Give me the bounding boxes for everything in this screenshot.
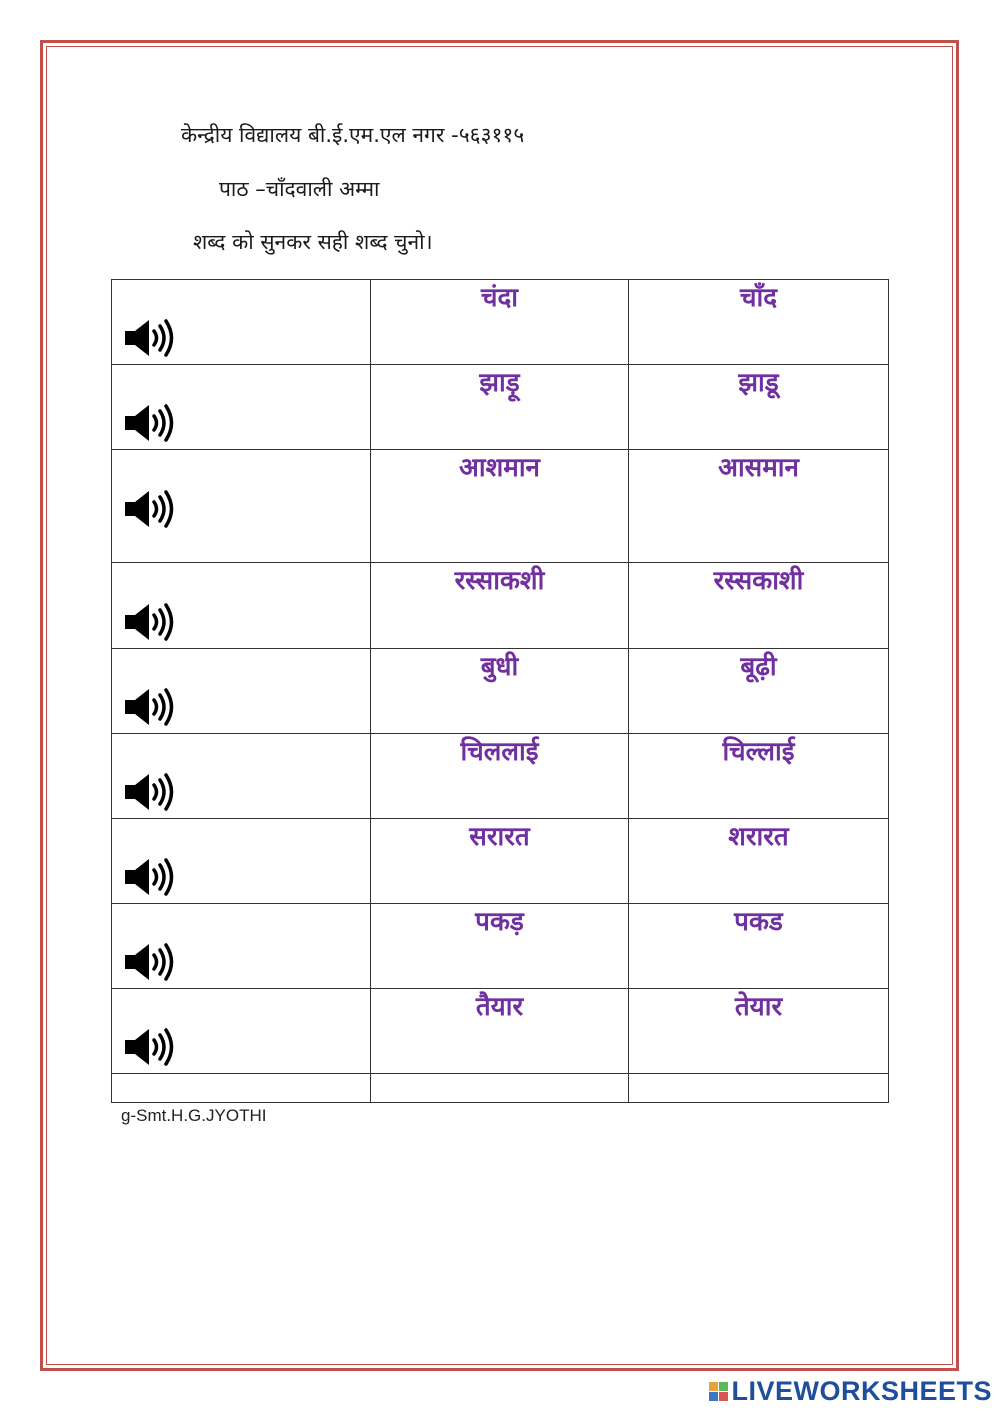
option-cell[interactable] [371, 904, 629, 989]
option-cell[interactable] [371, 819, 629, 904]
audio-cell [112, 989, 371, 1074]
option-cell[interactable] [629, 989, 889, 1074]
table-row [112, 819, 889, 904]
option-cell[interactable] [629, 734, 889, 819]
option-b[interactable]: चिल्लाई [722, 737, 795, 767]
option-a[interactable]: झाड़ू [479, 368, 520, 398]
brand-text: LIVEWORKSHEETS [731, 1376, 992, 1406]
option-a[interactable]: सरारत [469, 822, 530, 852]
option-b[interactable]: बूढ़ी [740, 652, 777, 682]
option-cell[interactable] [629, 649, 889, 734]
empty-row [112, 1074, 889, 1103]
option-b[interactable]: झाडू [738, 368, 779, 398]
table-row [112, 734, 889, 819]
option-a[interactable]: रस्साकशी [454, 566, 545, 596]
audio-cell [112, 365, 371, 450]
table-row [112, 450, 889, 563]
brand-mark-icon [709, 1382, 728, 1401]
option-b[interactable]: पकड [734, 907, 783, 937]
option-cell[interactable] [371, 734, 629, 819]
audio-cell [112, 563, 371, 649]
table-row [112, 563, 889, 649]
audio-cell [112, 904, 371, 989]
option-cell[interactable] [629, 904, 889, 989]
option-cell[interactable] [371, 989, 629, 1074]
option-a[interactable]: चिललाई [460, 737, 539, 767]
brand-logo[interactable] [709, 1376, 992, 1407]
speaker-icon[interactable] [123, 602, 177, 642]
speaker-icon[interactable] [123, 772, 177, 812]
audio-cell [112, 819, 371, 904]
speaker-icon[interactable] [123, 318, 177, 358]
option-cell[interactable] [629, 365, 889, 450]
speaker-icon[interactable] [123, 687, 177, 727]
audio-cell [112, 280, 371, 365]
lesson-title: पाठ –चाँदवाली अम्मा [219, 177, 380, 201]
table-row [112, 280, 889, 365]
speaker-icon[interactable] [123, 942, 177, 982]
option-a[interactable]: पकड़ [475, 907, 524, 937]
option-b[interactable]: रस्सकाशी [713, 566, 804, 596]
table-row [112, 989, 889, 1074]
table-row [112, 649, 889, 734]
speaker-icon[interactable] [123, 489, 177, 529]
option-b[interactable]: आसमान [718, 453, 799, 483]
option-cell[interactable] [371, 450, 629, 563]
option-b[interactable]: चाँद [739, 283, 778, 313]
option-cell[interactable] [629, 819, 889, 904]
option-a[interactable]: तैयार [475, 992, 524, 1022]
option-b[interactable]: शरारत [728, 822, 789, 852]
speaker-icon[interactable] [123, 1027, 177, 1067]
option-cell[interactable] [629, 563, 889, 649]
option-cell[interactable] [629, 450, 889, 563]
author-credit: g-Smt.H.G.JYOTHI [121, 1106, 267, 1125]
word-choice-table [111, 279, 889, 1103]
empty-cell [112, 1074, 371, 1103]
school-title: केन्द्रीय विद्यालय बी.ई.एम.एल नगर -५६३११५ [181, 123, 525, 147]
option-cell[interactable] [371, 563, 629, 649]
option-cell[interactable] [371, 280, 629, 365]
option-cell[interactable] [371, 649, 629, 734]
option-cell[interactable] [371, 365, 629, 450]
table-row [112, 904, 889, 989]
audio-cell [112, 450, 371, 563]
option-b[interactable]: तेयार [734, 992, 783, 1022]
option-cell[interactable] [629, 280, 889, 365]
option-a[interactable]: चंदा [480, 283, 519, 313]
speaker-icon[interactable] [123, 857, 177, 897]
empty-cell [629, 1074, 889, 1103]
option-a[interactable]: आशमान [459, 453, 540, 483]
empty-cell [371, 1074, 629, 1103]
audio-cell [112, 649, 371, 734]
option-a[interactable]: बुधी [480, 652, 519, 682]
audio-cell [112, 734, 371, 819]
speaker-icon[interactable] [123, 403, 177, 443]
instruction-text: शब्द को सुनकर सही शब्द चुनो। [193, 230, 433, 254]
table-row [112, 365, 889, 450]
